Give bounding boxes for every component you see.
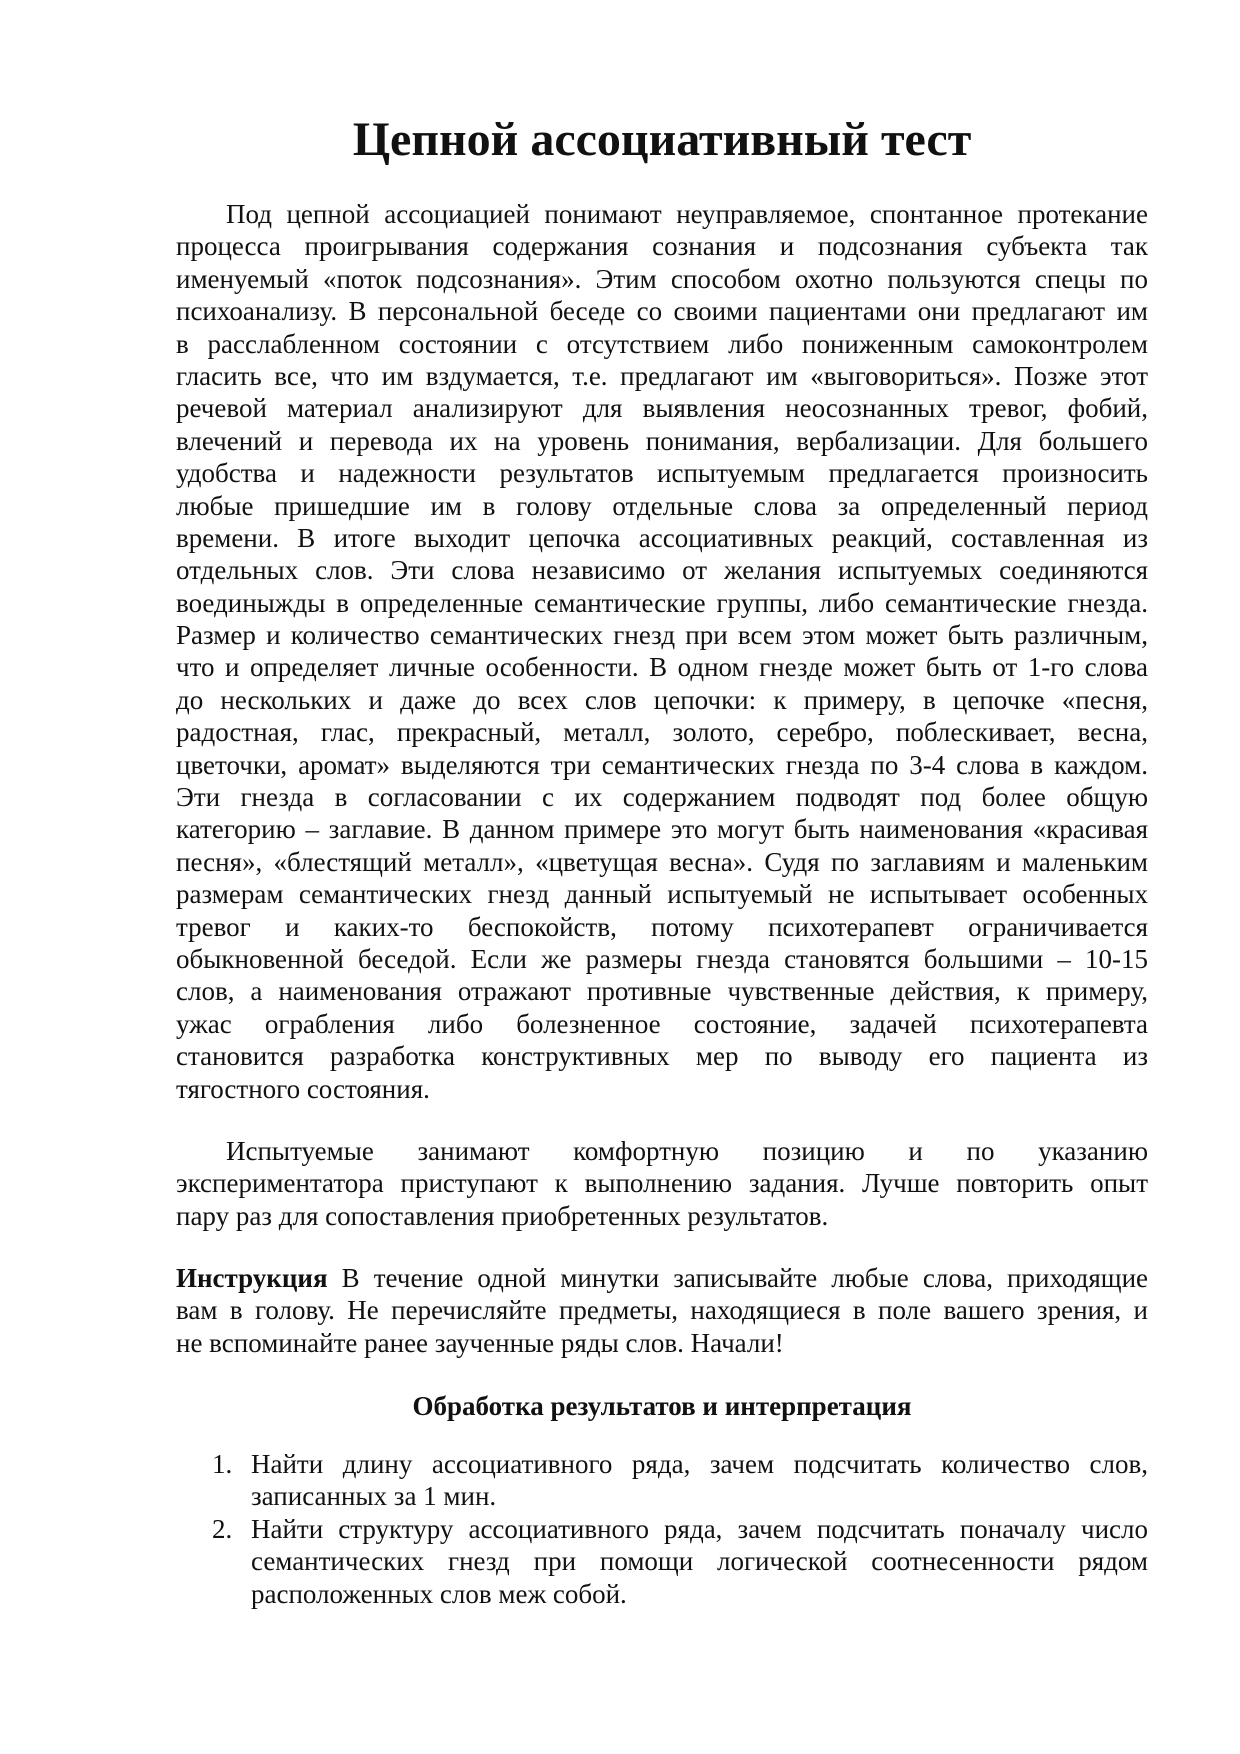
text-line: именуемый «поток подсознания». Этим способом охотно пользуются спецы по: [176, 263, 1148, 294]
text-line: любые пришедшие им в голову отдельные слова за определенный период: [176, 490, 1148, 521]
text-line: Эти гнезда в согласовании с их содержанием подводят под более общую: [176, 782, 1148, 813]
instruction-label: Инструкция: [176, 1263, 328, 1293]
text-line: слов, а наименования отражают противные чувственные действия, к примеру,: [176, 976, 1148, 1007]
text-line: пару раз для сопоставления приобретенных результатов.: [176, 1200, 829, 1231]
document-title: Цепной ассоциативный тест: [352, 113, 972, 166]
text-line: цветочки, аромат» выделяются три семантических гнезда по 3-4 слова в каждом.: [176, 749, 1148, 780]
paragraph-procedure: [176, 1135, 1148, 1232]
paragraph-instruction: [176, 1262, 1148, 1359]
text-line: становится разработка конструктивных мер по выводу его пациента из: [176, 1041, 1148, 1072]
text-line: до нескольких и даже до всех слов цепочки: к примеру, в цепочке «песня,: [176, 684, 1148, 715]
text-line: категорию – заглавие. В данном примере это могут быть наименования «красивая: [176, 814, 1148, 845]
section-heading: Обработка результатов и интерпретация: [412, 1391, 912, 1421]
text-line: ужас ограбления либо болезненное состояние, задачей психотерапевта: [176, 1008, 1148, 1039]
list-line: Найти структуру ассоциативного ряда, зачем подсчитать поначалу число: [251, 1514, 1148, 1544]
text-line: тревог и каких-то беспокойств, потому психотерапевт ограничивается: [176, 911, 1148, 942]
list-line: записанных за 1 мин.: [251, 1481, 497, 1512]
list-number: 2.: [212, 1514, 233, 1544]
text-line: Размер и количество семантических гнезд при всем этом может быть различным,: [176, 620, 1148, 651]
text-line: речевой материал анализируют для выявления неосознанных тревог, фобий,: [176, 393, 1148, 424]
list-line: семантических гнезд при помощи логической соотнесенности рядом: [251, 1546, 1148, 1577]
list-item: [200, 1448, 1148, 1513]
text-line: времени. В итоге выходит цепочка ассоциативных реакций, составленная из: [176, 522, 1148, 553]
text-line: удобства и надежности результатов испытуемым предлагается произносить: [176, 458, 1148, 489]
text-line: процесса проигрывания содержания сознания и подсознания субъекта так: [176, 231, 1148, 262]
text-line: в расслабленном состоянии с отсутствием либо пониженным самоконтролем: [176, 328, 1148, 359]
text-line: влечений и перевода их на уровень понимания, вербализации. Для большего: [176, 425, 1148, 456]
text-line: песня», «блестящий металл», «цветущая весна». Судя по заглавиям и маленьким: [176, 846, 1148, 877]
paragraph-intro: [176, 198, 1148, 1105]
text-line: гласить все, что им вздумается, т.е. предлагают им «выговориться». Позже этот: [176, 360, 1148, 391]
list-item: [200, 1513, 1148, 1610]
instruction-line: не вспоминайте ранее заученные ряды слов. Начали!: [176, 1327, 784, 1358]
text-line: воединыжды в определенные семантические группы, либо семантические гнезда.: [176, 587, 1148, 618]
text-line: тягостного состояния.: [176, 1073, 430, 1104]
list-number: 1.: [212, 1449, 233, 1479]
list-line: Найти длину ассоциативного ряда, зачем подсчитать количество слов,: [251, 1449, 1148, 1479]
text-line: Под цепной ассоциацией понимают неуправляемое, спонтанное протекание: [226, 199, 1148, 229]
text-line: обыкновенной беседой. Если же размеры гнезда становятся большими – 10-15: [176, 943, 1148, 974]
text-line: психоанализу. В персональной беседе со своими пациентами они предлагают им: [176, 296, 1148, 327]
text-line: размерам семантических гнезд данный испытуемый не испытывает особенных: [176, 879, 1148, 910]
text-line: экспериментатора приступают к выполнению задания. Лучше повторить опыт: [176, 1168, 1148, 1199]
text-line: Испытуемые занимают комфортную позицию и по указанию: [226, 1136, 1148, 1166]
instruction-line: В течение одной минутки записывайте любые слова, приходящие: [327, 1263, 1148, 1293]
text-line: радостная, глас, прекрасный, металл, золото, серебро, поблескивает, весна,: [176, 717, 1148, 748]
text-line: отдельных слов. Эти слова независимо от желания испытуемых соединяются: [176, 555, 1148, 586]
list-line: расположенных слов меж собой.: [251, 1578, 627, 1609]
text-line: что и определяет личные особенности. В одном гнезде может быть от 1-го слова: [176, 652, 1148, 683]
instruction-line: вам в голову. Не перечисляйте предметы, находящиеся в поле вашего зрения, и: [176, 1295, 1148, 1326]
